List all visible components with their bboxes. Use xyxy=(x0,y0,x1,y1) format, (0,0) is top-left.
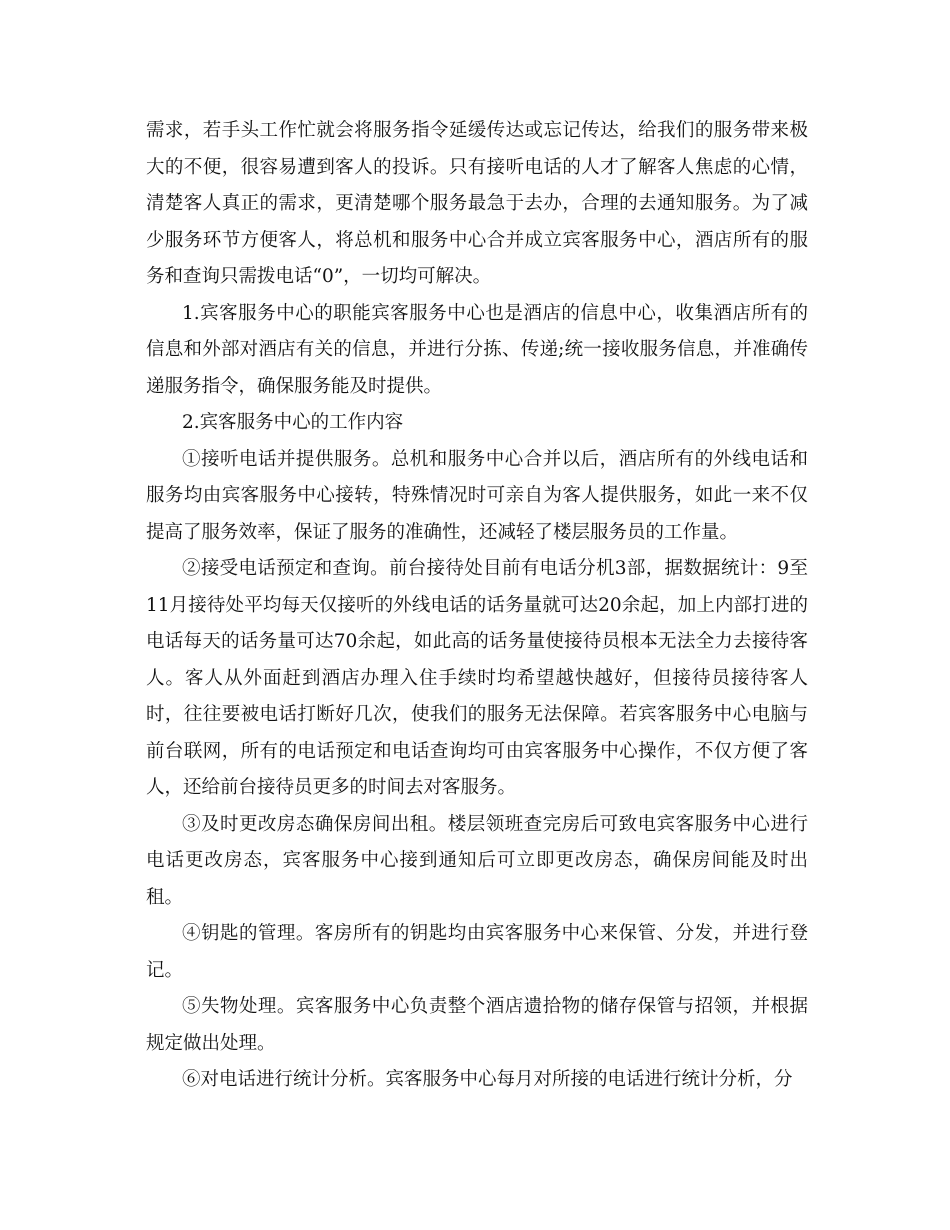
list-item-call-statistics: ⑥对电话进行统计分析。宾客服务中心每月对所接的电话进行统计分析，分 xyxy=(182,1069,793,1090)
list-item-key-management: ④钥匙的管理。客房所有的钥匙均由宾客服务中心来保管、分发，并进行登记。 xyxy=(146,923,808,981)
paragraph-center-function: 1.宾客服务中心的职能宾客服务中心也是酒店的信息中心，收集酒店所有的信息和外部对酒店有关的信息，并进行分拣、传递;统一接收服务信息，并准确传递服务指令，确保服务能及时提供。 xyxy=(146,302,808,397)
section-heading-work-content: 2.宾客服务中心的工作内容 xyxy=(182,412,404,433)
list-item-lost-and-found: ⑤失物处理。宾客服务中心负责整个酒店遗拾物的储存保管与招领，并根据规定做出处理。 xyxy=(146,996,808,1054)
document-body xyxy=(146,113,808,1099)
list-item-reservations: ②接受电话预定和查询。前台接待处目前有电话分机3部，据数据统计：9至11月接待处平均每天仅接听的外线电话的话务量就可达20余起，加上内部打进的电话每天的话务量可达70余起，如此高的话务量使接待员根本无法全力去接待客人。客人从外面赶到酒店办理入住手续时均希望越快越好，但接待员接待客人时，往往要被电话打断好几次，使我们的服务无法保障。若宾客服务中心电脑与前台联网，所有的电话预定和电话查询均可由宾客服务中心操作，不仅方便了客人，还给前台接待员更多的时间去对客服务。 xyxy=(146,558,808,798)
paragraph-continuation: 需求，若手头工作忙就会将服务指令延缓传达或忘记传达，给我们的服务带来极大的不便，很容易遭到客人的投诉。只有接听电话的人才了解客人焦虑的心情，清楚客人真正的需求，更清楚哪个服务最急于去办，合理的去通知服务。为了减少服务环节方便客人，将总机和服务中心合并成立宾客服务中心，酒店所有的服务和查询只需拨电话“0”，一切均可解决。 xyxy=(146,120,808,287)
list-item-answer-calls: ①接听电话并提供服务。总机和服务中心合并以后，酒店所有的外线电话和服务均由宾客服务中心接转，特殊情况时可亲自为客人提供服务，如此一来不仅提高了服务效率，保证了服务的准确性，还减轻了楼层服务员的工作量。 xyxy=(146,448,808,543)
list-item-room-status: ③及时更改房态确保房间出租。楼层领班查完房后可致电宾客服务中心进行电话更改房态，宾客服务中心接到通知后可立即更改房态，确保房间能及时出租。 xyxy=(146,813,808,908)
